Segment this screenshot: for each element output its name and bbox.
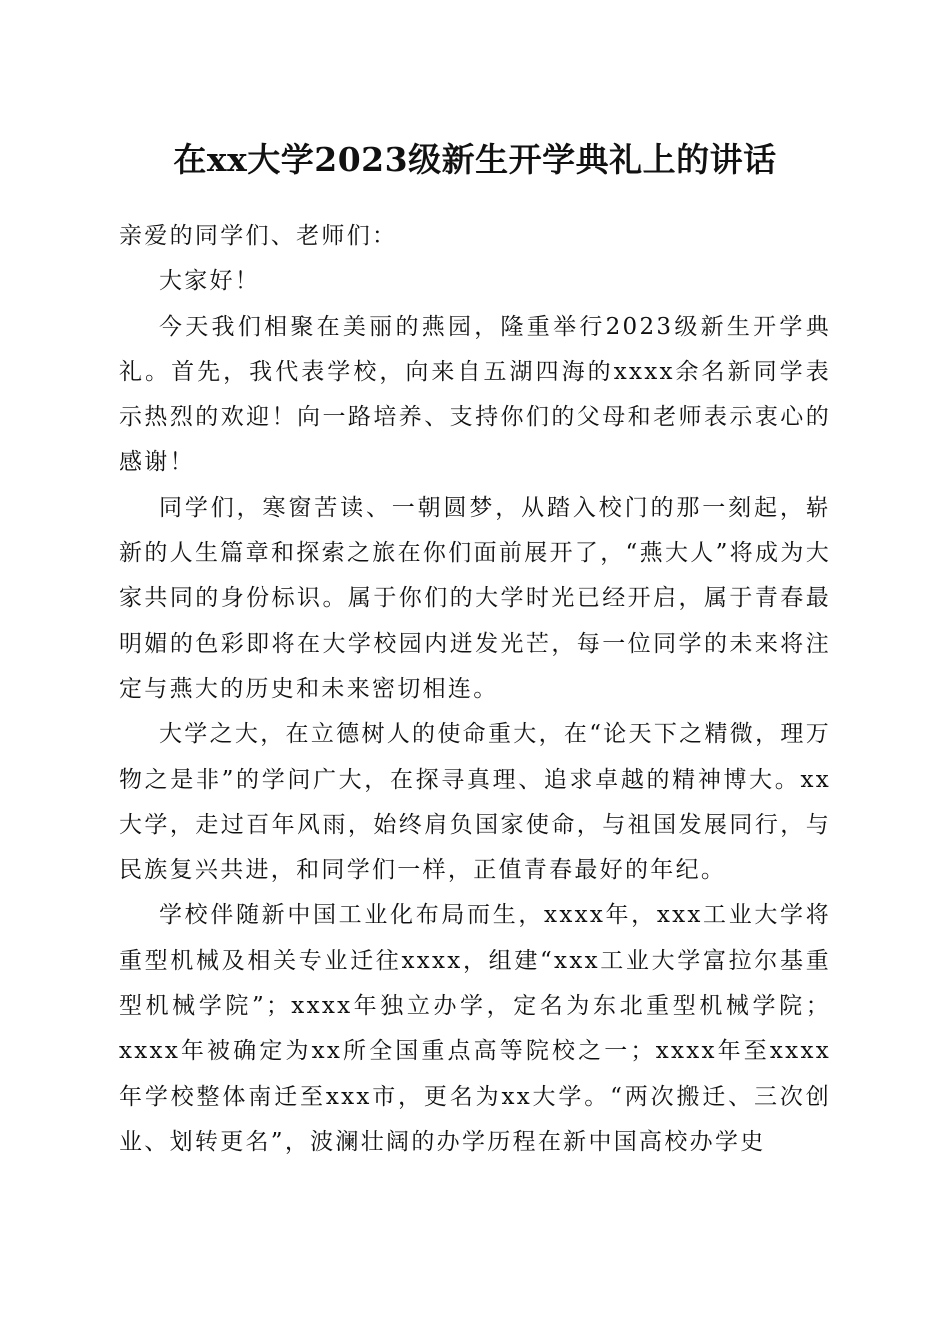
paragraph-university-spirit: 大学之大，在立德树人的使命重大，在“论天下之精微，理万物之是非”的学问广大，在探寻真理、追求卓越的精神博大。xx大学，走过百年风雨，始终肩负国家使命，与祖国发展同行，与民族复兴共进，和同学们一样，正值青春最好的年纪。 [119, 721, 831, 884]
page-title: 在xx大学2023级新生开学典礼上的讲话 [173, 140, 777, 179]
paragraph-greeting: 大家好！ [159, 268, 261, 295]
speech-body [119, 214, 831, 1165]
paragraph-new-journey: 同学们，寒窗苦读、一朝圆梦，从踏入校门的那一刻起，崭新的人生篇章和探索之旅在你们面前展开了，“燕大人”将成为大家共同的身份标识。属于你们的大学时光已经开启，属于青春最明媚的色彩即将在大学校园内迸发光芒，每一位同学的未来将注定与燕大的历史和未来密切相连。 [119, 494, 831, 702]
paragraph-history: 学校伴随新中国工业化布局而生，xxxx年，xxx工业大学将重型机械及相关专业迁往xxxx，组建“xxx工业大学富拉尔基重型机械学院”；xxxx年独立办学，定名为东北重型机械学院；xxxx年被确定为xx所全国重点高等院校之一；xxxx年至xxxx年学校整体南迁至xxx市，更名为xx大学。“两次搬迁、三次创业、划转更名”，波澜壮阔的办学历程在新中国高校办学史 [119, 902, 831, 1155]
paragraph-welcome: 今天我们相聚在美丽的燕园，隆重举行2023级新生开学典礼。首先，我代表学校，向来自五湖四海的xxxx余名新同学表示热烈的欢迎！向一路培养、支持你们的父母和老师表示衷心的感谢！ [119, 313, 831, 476]
salutation: 亲爱的同学们、老师们： [119, 223, 398, 249]
